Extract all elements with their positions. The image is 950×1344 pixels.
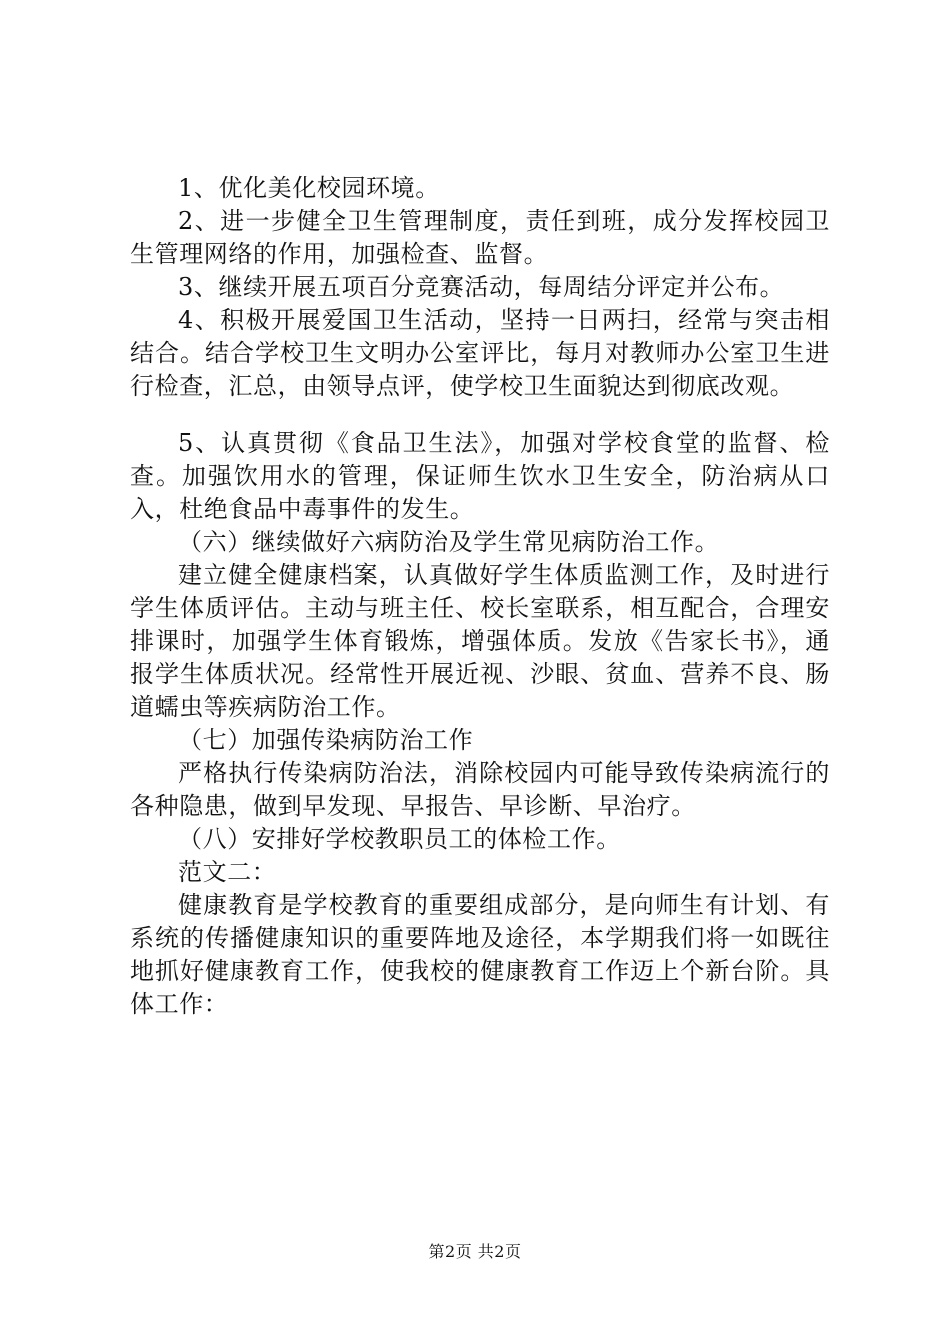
sample-two-heading: 范文二： [178,858,277,886]
document-body [130,172,830,1021]
paragraph-item-3: 3、继续开展五项百分竞赛活动，每周结分评定并公布。 [178,273,785,301]
page-number-footer: 第2页 共2页 [428,1242,522,1261]
paragraph-item-2: 2、进一步健全卫生管理制度，责任到班，成分发挥校园卫生管理网络的作用，加强检查、监督。 [130,207,830,268]
paragraph-infectious-disease: 严格执行传染病防治法，消除校园内可能导致传染病流行的各种隐患，做到早发现、早报告、早诊断、早治疗。 [130,759,830,820]
section-heading-eight: （八）安排好学校教职员工的体检工作。 [178,825,621,853]
paragraph-health-records: 建立健全健康档案，认真做好学生体质监测工作，及时进行学生体质评估。主动与班主任、校长室联系，相互配合，合理安排课时，加强学生体育锻炼，增强体质。发放《告家长书》，通报学生体质状况。经常性开展近视、沙眼、贫血、营养不良、肠道蠕虫等疾病防治工作。 [130,561,830,721]
paragraph-spacer [130,403,830,427]
section-heading-seven: （七）加强传染病防治工作 [178,726,474,754]
paragraph-item-4: 4、积极开展爱国卫生活动，坚持一日两扫，经常与突击相结合。结合学校卫生文明办公室评比，每月对教师办公室卫生进行检查，汇总，由领导点评，使学校卫生面貌达到彻底改观。 [130,306,830,400]
paragraph-item-5: 5、认真贯彻《食品卫生法》，加强对学校食堂的监督、检查。加强饮用水的管理，保证师生饮水卫生安全，防治病从口入，杜绝食品中毒事件的发生。 [130,429,830,523]
paragraph-health-education: 健康教育是学校教育的重要组成部分，是向师生有计划、有系统的传播健康知识的重要阵地及途径，本学期我们将一如既往地抓好健康教育工作，使我校的健康教育工作迈上个新台阶。具体工作： [130,891,830,1018]
paragraph-item-1: 1、优化美化校园环境。 [178,174,440,202]
section-heading-six: （六）继续做好六病防治及学生常见病防治工作。 [178,528,720,556]
